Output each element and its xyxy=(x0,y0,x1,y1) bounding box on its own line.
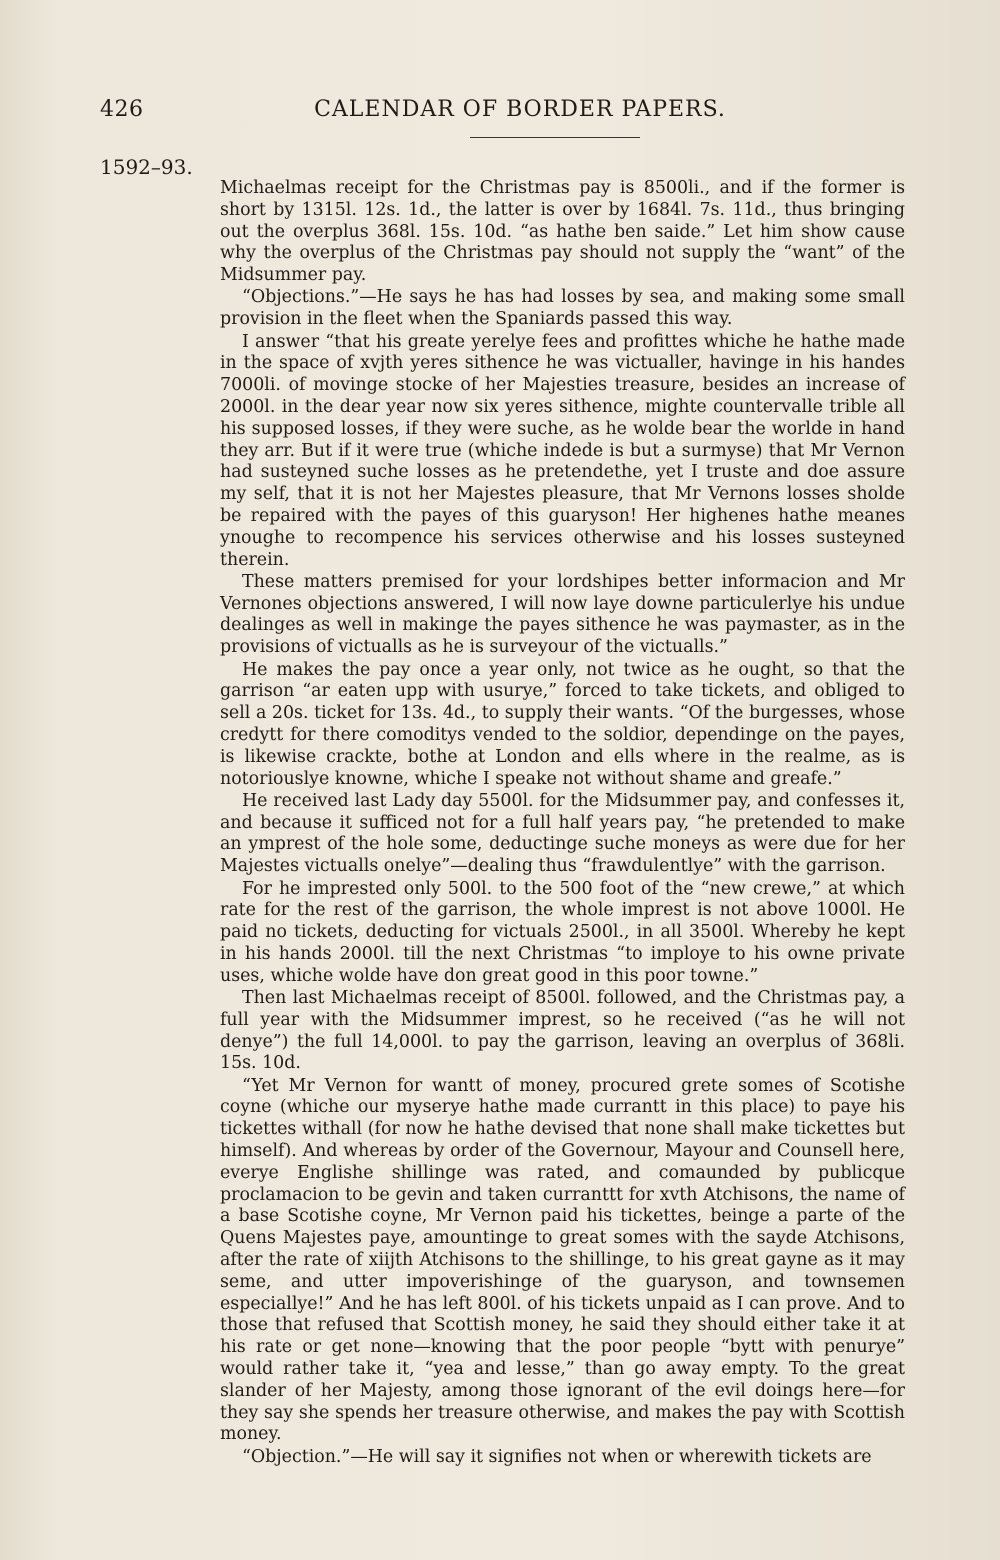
page-header xyxy=(100,97,900,137)
paragraph: He makes the pay once a year only, not twice as he ought, so that the garrison “ar eaten upp with usurye,” forced to take tickets, and obliged to sell a 20s. ticket for 13s. 4d., to supply their wants. “Of the burgesses, whose credytt for there comoditys vended to the soldior, dependinge on the payes, is likewise crackte, bothe at London and ells where in the realme, as is notoriouslye knowne, whiche I speake not without shame and greafe.” xyxy=(220,659,905,789)
paragraph: Then last Michaelmas receipt of 8500l. followed, and the Christmas pay, a full year with the Midsummer imprest, so he received (“as he will not denye”) the full 14,000l. to pay the garrison, leaving an overplus of 368li. 15s. 10d. xyxy=(220,987,905,1074)
paragraph: He received last Lady day 5500l. for the Midsummer pay, and confesses it, and because it sufficed not for a full half years pay, “he pretended to make an ymprest of the hole some, deductinge suche moneys as were due for her Majestes victualls onelye”—dealing thus “frawdulentlye” with the garrison. xyxy=(220,790,905,877)
page-number: 426 xyxy=(100,97,144,122)
header-rule xyxy=(470,137,640,138)
paragraph: “Objections.”—He says he has had losses by sea, and making some small provision in the fleet when the Spaniards passed this way. xyxy=(220,287,905,330)
paragraph: “Objection.”—He will say it signifies not when or wherewith tickets are xyxy=(242,1446,872,1467)
running-title: CALENDAR OF BORDER PAPERS. xyxy=(314,97,726,122)
paragraph: Michaelmas receipt for the Christmas pay is 8500li., and if the former is short by 1315l. 12s. 1d., the latter is over by 1684l. 7s. 11d., thus bringing out the overplus 368l. 15s. 10d. “as hathe ben saide.” Let him show cause why the overplus of the Christmas pay should not supply the “want” of the Midsummer pay. xyxy=(220,178,905,286)
paragraph: For he imprested only 500l. to the 500 foot of the “new crewe,” at which rate for the rest of the garrison, the whole imprest is not above 1000l. He paid no tickets, deducting for victuals 2500l., in all 3500l. Whereby he kept in his hands 2000l. till the next Christmas “to imploye to his owne private uses, whiche wolde have don great good in this poor towne.” xyxy=(220,878,905,986)
paragraph: “Yet Mr Vernon for wantt of money, procured grete somes of Scotishe coyne (whiche our myserye hathe made currantt in this place) to paye his tickettes withall (for now he hathe devised that none shall make tickettes but himself). And whereas by order of the Governour, Mayour and Counsell here, everye Englishe shillinge was rated, and comaunded by publicque proclamacion to be gevin and taken curranttt for xvth Atchisons, the name of a base Scotishe coyne, Mr Vernon paid his tickettes, beinge a parte of the Quens Majestes paye, amountinge to great somes with the sayde Atchisons, after the rate of xiijth Atchisons to the shillinge, to his great gayne as it may seme, and utter impoverishinge of the guaryson, and townsemen especiallye!” And he has left 800l. of his tickets unpaid as I can prove. And to those that refused that Scottish money, he said they should either take it at his rate or get none—knowing that the poor people “bytt with penurye” would rather take it, “yea and lesse,” than go away empty. To the great slander of her Majesty, among those ignorant of the evil doings here—for they say she spends her treasure otherwise, and makes the pay with Scottish money. xyxy=(220,1075,905,1445)
paragraph: These matters premised for your lordshipes better informacion and Mr Vernones objections answered, I will now laye downe particulerlye his undue dealinges as well in makinge the payes sithence he was paymaster, as in the provisions of victualls as he is surveyour of the victualls.” xyxy=(220,571,905,658)
margin-date: 1592–93. xyxy=(100,155,193,179)
body-text xyxy=(220,178,905,1469)
paragraph: I answer “that his greate yerelye fees and profittes whiche he hathe made in the space of xvjth yeres sithence he was victualler, havinge in his handes 7000li. of movinge stocke of her Majesties treasure, besides an increase of 2000l. in the dear year now six yeres sithence, mighte countervalle trible all his supposed losses, if they were suche, as he wolde bear the worlde in hand they arr. But if it were true (whiche indede is but a surmyse) that Mr Vernon had susteyned suche losses as he pretendethe, yet I truste and doe assure my self, that it is not her Majestes pleasure, that Mr Vernons losses sholde be repaired with the payes of this guaryson! Her highenes hathe meanes ynoughe to recompence his services otherwise and his losses susteyned therein. xyxy=(220,331,905,570)
